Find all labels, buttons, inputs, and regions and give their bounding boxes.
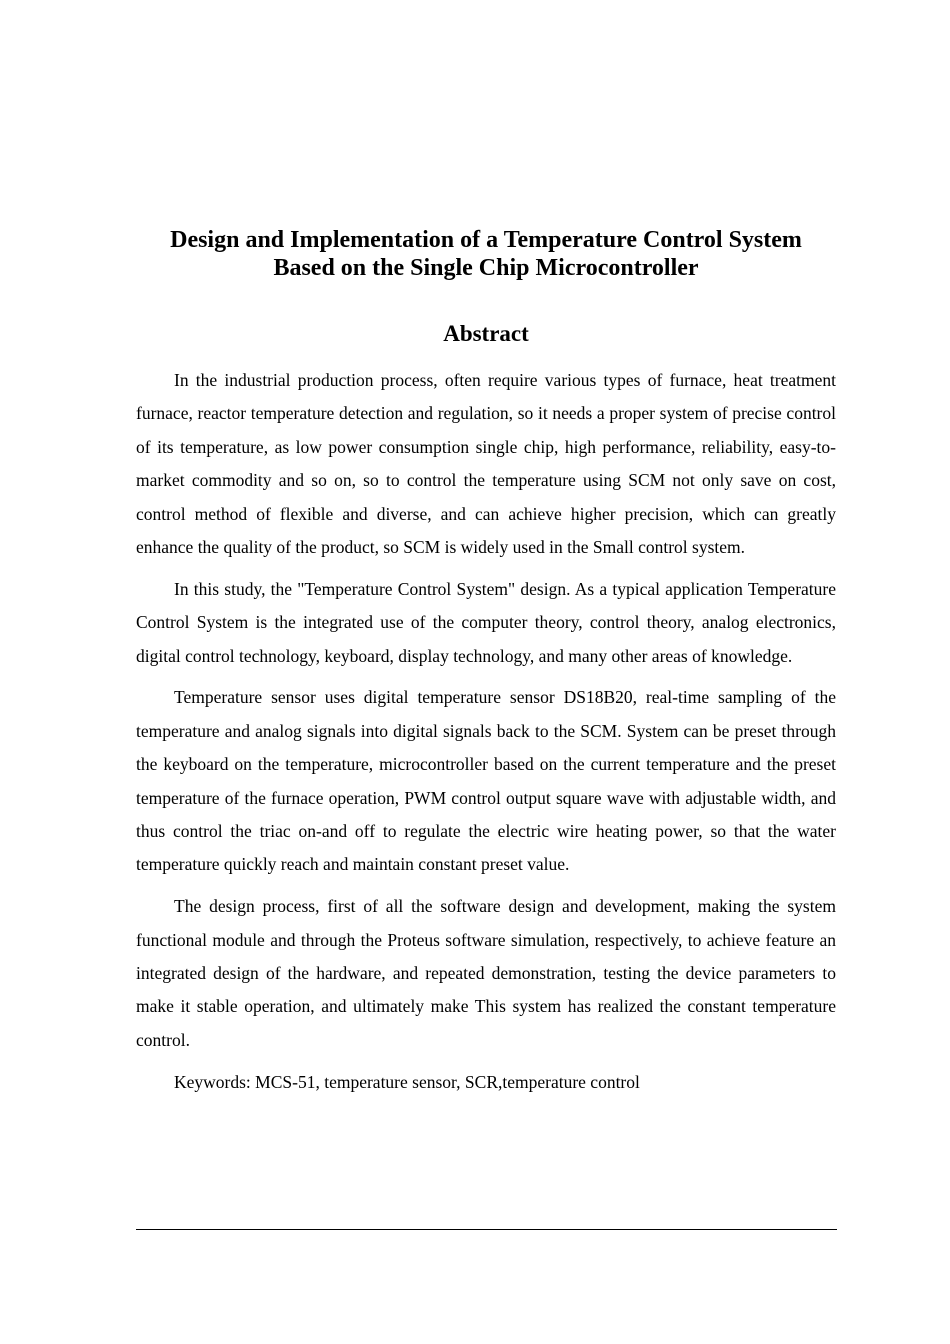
- abstract-paragraph-3: Temperature sensor uses digital temperature sensor DS18B20, real-time sampling of the temperature and analog signals into digital signals back to the SCM. System can be preset through the keyboard on the temperature, microcontroller based on the current temperature and the preset temperature of the furnace operation, PWM control output square wave with adjustable width, and thus control the triac on-and off to regulate the electric wire heating power, so that the water temperature quickly reach and maintain constant preset value.: [136, 687, 836, 875]
- abstract-heading: Abstract: [443, 321, 529, 346]
- paper-title-line-2: Based on the Single Chip Microcontroller: [273, 255, 699, 281]
- paper-title-line-1: Design and Implementation of a Temperature Control System: [170, 227, 802, 253]
- abstract-paragraph-4: The design process, first of all the software design and development, making the system functional module and through the Proteus software simulation, respectively, to achieve feature an integrated design of the hardware, and repeated demonstration, testing the device parameters to make it stable operation, and ultimately make This system has realized the constant temperature control.: [136, 896, 836, 1050]
- abstract-paragraph-1: In the industrial production process, often require various types of furnace, heat treatment furnace, reactor temperature detection and regulation, so it needs a proper system of precise control of its temperature, as low power consumption single chip, high performance, reliability, easy-to-market commodity and so on, so to control the temperature using SCM not only save on cost, control method of flexible and diverse, and can achieve higher precision, which can greatly enhance the quality of the product, so SCM is widely used in the Small control system.: [136, 370, 836, 558]
- abstract-body: [136, 364, 836, 1099]
- footer-divider: [136, 1229, 837, 1230]
- keywords-line: Keywords: MCS-51, temperature sensor, SCR,temperature control: [174, 1071, 640, 1092]
- document-page: [136, 226, 836, 1099]
- paper-title: [136, 226, 836, 282]
- abstract-paragraph-2: In this study, the "Temperature Control System" design. As a typical application Temperature Control System is the integrated use of the computer theory, control theory, analog electronics, digital control technology, keyboard, display technology, and many other areas of knowledge.: [136, 578, 836, 666]
